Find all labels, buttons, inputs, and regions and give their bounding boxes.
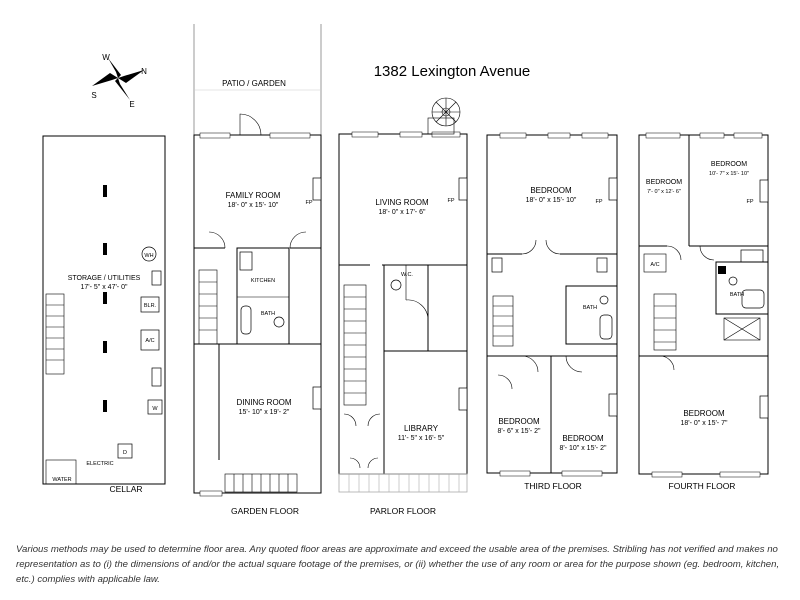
third-bedroom2-dim: 8'- 6" x 15'- 2" — [497, 428, 541, 435]
living-room-name: LIVING ROOM — [375, 198, 429, 207]
cellar-floor-label: CELLAR — [109, 484, 143, 494]
parlor-floor-label: PARLOR FLOOR — [370, 506, 436, 516]
washer-label: W — [152, 406, 158, 412]
third-fp-label: FP — [595, 199, 603, 205]
fourth-bedroom1-name: BEDROOM — [645, 179, 683, 186]
page-title: 1382 Lexington Avenue — [373, 63, 531, 80]
compass-icon — [91, 53, 147, 109]
compass-e: E — [129, 100, 135, 109]
garden-floor-label: GARDEN FLOOR — [230, 506, 300, 516]
third-floor-plan — [487, 133, 617, 476]
third-bath-label: BATH — [582, 305, 598, 311]
third-bedroom3-name: BEDROOM — [562, 434, 604, 443]
dining-room-dim: 15'- 10" x 19'- 2" — [238, 409, 290, 416]
compass-n: N — [141, 67, 147, 76]
fourth-floor-plan — [639, 133, 768, 477]
electric-label: ELECTRIC — [86, 461, 114, 467]
third-floor-label: THIRD FLOOR — [524, 481, 582, 491]
compass-s: S — [91, 91, 97, 100]
family-room-dim: 18'- 0" x 15'- 10" — [227, 202, 279, 209]
garden-floor-plan — [194, 114, 321, 496]
storage-dim: 17'- 5" x 47'- 0" — [80, 284, 128, 291]
blr-label: BLR. — [143, 303, 157, 309]
library-dim: 11'- 5" x 16'- 5" — [397, 435, 445, 442]
fourth-ac-label: A/C — [650, 262, 660, 268]
library-name: LIBRARY — [403, 424, 439, 433]
cellar-ac-label: A/C — [145, 338, 155, 344]
disclaimer-text: Various methods may be used to determine floor area. Any quoted floor areas are approximate and exceed the usable area of the premises. Stribling has not verified and makes no representation as to (i) the dimensions of and/or the actual square footage of the premises, or (ii) whether the use of any room or area for the purpose shown (eg. bedroom, kitchen, etc.) complies with applicable law. — [16, 544, 780, 585]
dryer-label: D — [123, 450, 127, 456]
fourth-bath-label: BATH — [729, 292, 745, 298]
family-room-name: FAMILY ROOM — [225, 191, 281, 200]
kitchen-label: KITCHEN — [250, 278, 276, 284]
living-room-dim: 18'- 0" x 17'- 6" — [378, 209, 426, 216]
water-label: WATER — [52, 477, 72, 483]
patio-label: PATIO / GARDEN — [222, 79, 286, 88]
fourth-bedroom1-dim: 7'- 0" x 12'- 6" — [647, 189, 681, 195]
third-bedroom1-dim: 18'- 0" x 15'- 10" — [525, 197, 577, 204]
dining-room-name: DINING ROOM — [236, 398, 292, 407]
fourth-bedroom3-dim: 18'- 0" x 15'- 7" — [680, 420, 728, 427]
third-bedroom2-name: BEDROOM — [498, 417, 540, 426]
fourth-bedroom2-dim: 10'- 7" x 15'- 10" — [709, 171, 749, 177]
fourth-bedroom2-name: BEDROOM — [710, 161, 748, 168]
wh-label: WH — [144, 253, 154, 259]
wc-label: W.C. — [401, 272, 413, 278]
storage-name: STORAGE / UTILITIES — [67, 275, 141, 282]
garden-fp-label: FP — [305, 200, 313, 206]
patio-area — [194, 24, 321, 135]
garden-bath-label: BATH — [260, 311, 276, 317]
fourth-floor-label: FOURTH FLOOR — [668, 481, 736, 491]
fourth-fp-label: FP — [746, 199, 754, 205]
parlor-floor-plan — [339, 98, 467, 492]
cellar-plan — [43, 136, 165, 484]
third-bedroom3-dim: 8'- 10" x 15'- 2" — [559, 445, 607, 452]
fourth-bedroom3-name: BEDROOM — [683, 409, 725, 418]
compass-w: W — [102, 53, 110, 62]
third-bedroom1-name: BEDROOM — [530, 186, 572, 195]
parlor-fp-label: FP — [447, 198, 455, 204]
